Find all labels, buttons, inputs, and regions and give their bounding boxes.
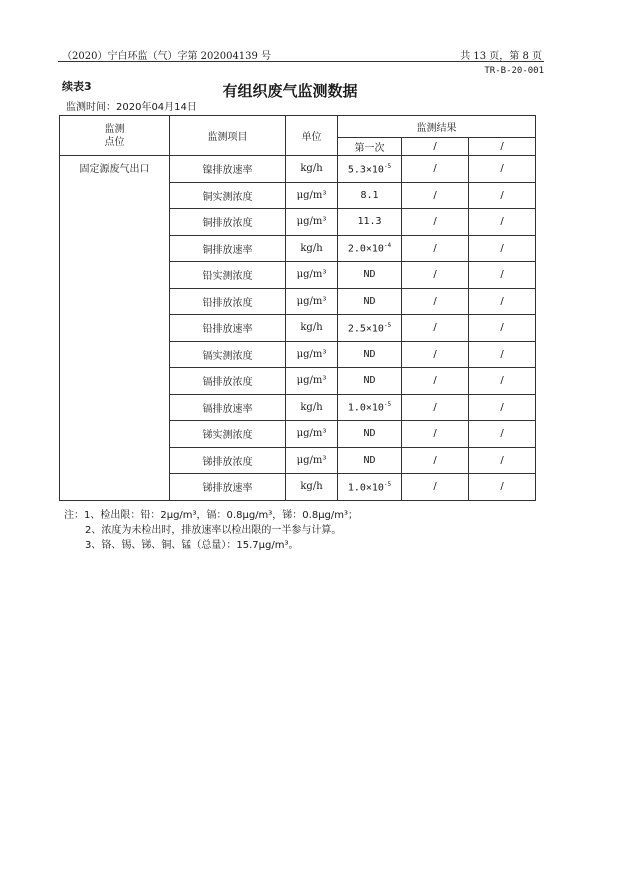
unit-cell: μg/m³ (286, 262, 338, 289)
unit-cell: μg/m³ (286, 368, 338, 395)
result-base: ND (363, 428, 376, 440)
result-first-cell (338, 209, 402, 236)
unit-cell: kg/h (286, 156, 338, 183)
table-row (60, 156, 536, 183)
item-cell: 铜实测浓度 (170, 182, 286, 209)
page-title: 有组织废气监测数据 (222, 82, 358, 100)
result-third-cell: / (469, 235, 536, 262)
result-second-cell: / (402, 156, 469, 183)
result-first-cell (338, 421, 402, 448)
unit-cell: μg/m³ (286, 209, 338, 236)
result-first-cell (338, 235, 402, 262)
result-third-cell: / (469, 182, 536, 209)
result-second-cell: / (402, 182, 469, 209)
result-first-cell (338, 474, 402, 501)
result-first-cell (338, 394, 402, 421)
header-unit: 单位 (286, 116, 338, 156)
result-third-cell: / (469, 421, 536, 448)
continued-label: 续表3 (62, 80, 92, 93)
result-third-cell: / (469, 288, 536, 315)
unit-cell: kg/h (286, 474, 338, 501)
header-location-label: 监测 点位 (104, 123, 125, 148)
header-location (60, 116, 170, 156)
item-cell: 铅排放浓度 (170, 288, 286, 315)
result-third-cell: / (469, 209, 536, 236)
unit-cell: μg/m³ (286, 421, 338, 448)
result-exponent: -5 (383, 162, 392, 170)
note-2: 2、浓度为未检出时，排放速率以检出限的一半参与计算。 (85, 525, 342, 536)
header-second: / (402, 138, 469, 156)
result-third-cell: / (469, 447, 536, 474)
item-cell: 铜排放浓度 (170, 209, 286, 236)
result-base: ND (363, 454, 376, 466)
item-cell: 镉排放浓度 (170, 368, 286, 395)
result-base: 1.0×10 (347, 481, 384, 493)
result-second-cell: / (402, 315, 469, 342)
form-code: TR-B-20-001 (484, 66, 544, 76)
result-second-cell: / (402, 447, 469, 474)
result-base: ND (363, 295, 376, 307)
result-base: 2.0×10 (347, 243, 384, 255)
result-third-cell: / (469, 315, 536, 342)
result-first-cell (338, 182, 402, 209)
result-third-cell: / (469, 341, 536, 368)
result-third-cell: / (469, 394, 536, 421)
result-second-cell: / (402, 474, 469, 501)
result-base: ND (363, 375, 376, 387)
item-cell: 锑排放浓度 (170, 447, 286, 474)
result-base: 2.5×10 (347, 322, 384, 334)
result-base: 5.3×10 (347, 163, 384, 175)
result-third-cell: / (469, 368, 536, 395)
result-second-cell: / (402, 235, 469, 262)
header-results: 监测结果 (338, 116, 536, 138)
result-base: 1.0×10 (347, 402, 384, 414)
unit-cell: kg/h (286, 315, 338, 342)
result-first-cell (338, 315, 402, 342)
item-cell: 镉实测浓度 (170, 341, 286, 368)
result-first-cell (338, 288, 402, 315)
location-cell: 固定源废气出口 (60, 156, 170, 501)
result-exponent: -4 (383, 242, 392, 250)
result-second-cell: / (402, 288, 469, 315)
result-base: ND (363, 348, 376, 360)
item-cell: 镍排放速率 (170, 156, 286, 183)
note-3: 3、铬、锡、锑、铜、锰（总量）：15.7μg/m³。 (85, 540, 299, 551)
item-cell: 镉排放速率 (170, 394, 286, 421)
result-exponent: -5 (383, 321, 392, 329)
result-base: ND (363, 269, 376, 281)
result-first-cell (338, 447, 402, 474)
result-third-cell: / (469, 262, 536, 289)
monitoring-table (59, 115, 536, 501)
notes (64, 508, 358, 553)
unit-cell: μg/m³ (286, 447, 338, 474)
result-first-cell (338, 262, 402, 289)
item-cell: 铅实测浓度 (170, 262, 286, 289)
result-second-cell: / (402, 209, 469, 236)
result-second-cell: / (402, 368, 469, 395)
result-base: 8.1 (360, 189, 379, 201)
document-number: （2020）宁白环监（气）字第 202004139 号 (62, 51, 272, 62)
result-first-cell (338, 156, 402, 183)
result-exponent: -5 (383, 480, 392, 488)
note-1: 注：1、检出限：铅：2μg/m³，镉：0.8μg/m³，锑：0.8μg/m³； (64, 510, 359, 521)
page-info: 共 13 页，第 8 页 (460, 51, 542, 62)
unit-cell: μg/m³ (286, 182, 338, 209)
result-third-cell: / (469, 474, 536, 501)
item-cell: 锑排放速率 (170, 474, 286, 501)
item-cell: 铅排放速率 (170, 315, 286, 342)
result-first-cell (338, 368, 402, 395)
result-exponent: -5 (383, 401, 392, 409)
result-second-cell: / (402, 394, 469, 421)
header-third: / (469, 138, 536, 156)
header-first: 第一次 (338, 138, 402, 156)
monitor-time: 监测时间：2020年04月14日 (66, 102, 197, 113)
unit-cell: μg/m³ (286, 288, 338, 315)
header-item: 监测项目 (170, 116, 286, 156)
result-second-cell: / (402, 262, 469, 289)
result-second-cell: / (402, 421, 469, 448)
unit-cell: kg/h (286, 394, 338, 421)
result-third-cell: / (469, 156, 536, 183)
result-first-cell (338, 341, 402, 368)
unit-cell: kg/h (286, 235, 338, 262)
item-cell: 铜排放速率 (170, 235, 286, 262)
result-base: 11.3 (357, 216, 382, 228)
header-divider (58, 61, 544, 62)
item-cell: 锑实测浓度 (170, 421, 286, 448)
unit-cell: μg/m³ (286, 341, 338, 368)
result-second-cell: / (402, 341, 469, 368)
